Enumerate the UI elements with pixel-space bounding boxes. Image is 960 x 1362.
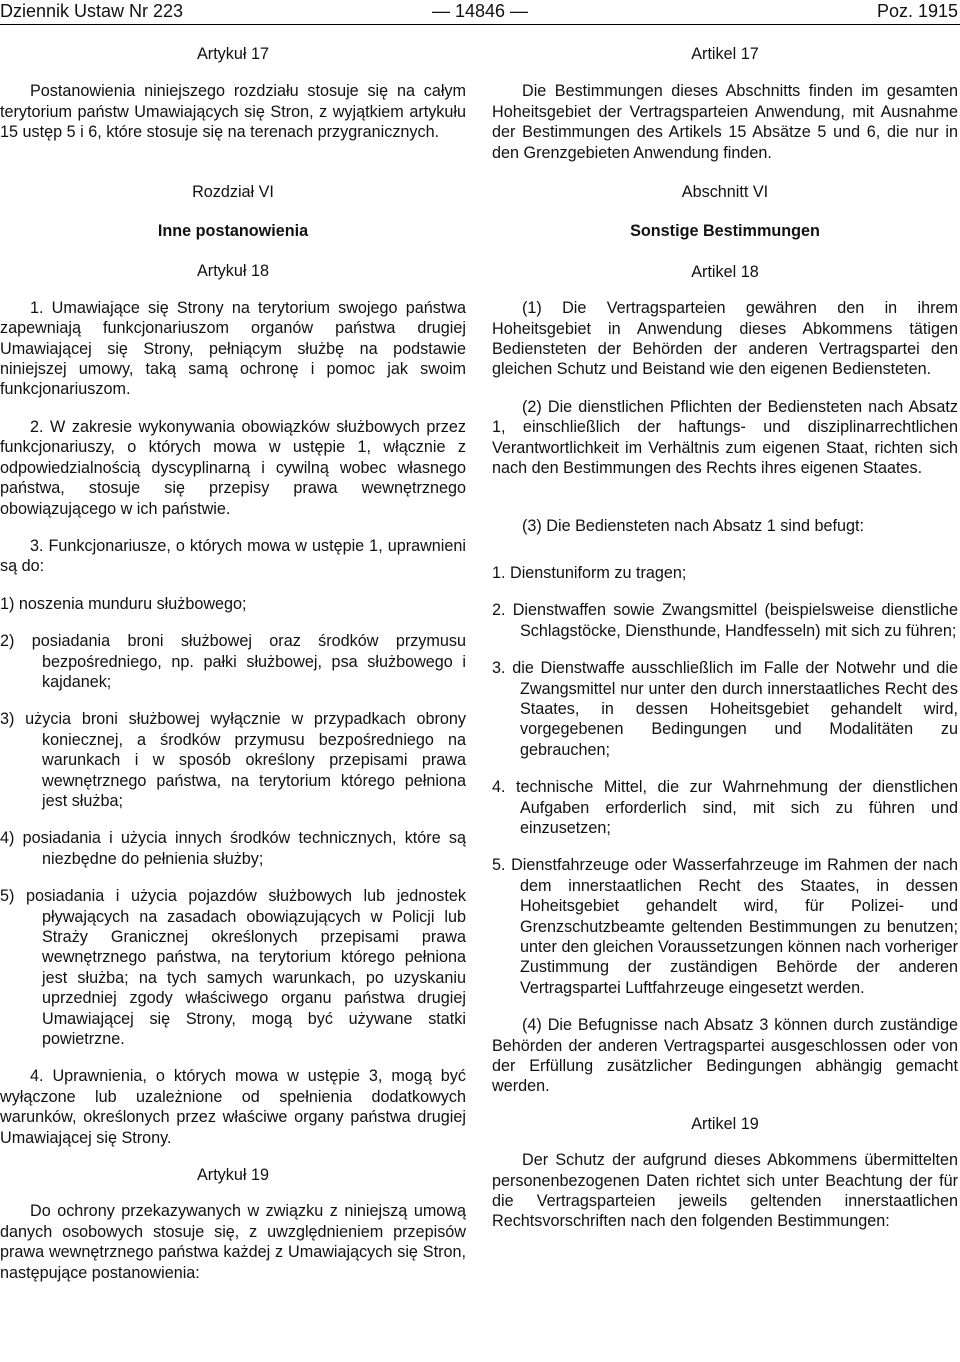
de-art19-text: Der Schutz der aufgrund dieses Abkommens übermittelten personenbezogenen Daten richtet sich unter Beachtung der für die Vertragsparteien jeweils geltenden innerstaatlichen Rechtsvorschriften nach den folgenden Bestimmungen:	[492, 1151, 958, 1231]
de-item-3: 3. die Dienstwaffe ausschließlich im Falle der Notwehr und die Zwangsmittel nur unter den durch innerstaatliches Recht des Staates, in dessen Hoheitsgebiet gehandelt wird, vorgegebenen Bedingungen und Modalitäten zu gebrauchen;	[492, 659, 958, 759]
de-art18-para2: (2) Die dienstlichen Pflichten der Bediensteten nach Absatz 1, einschließlich der haftungs- und disziplinarrechtlichen Verantwortlichkeit im Verhältnis zum eigenen Staat, richten sich nach den Bestimmungen des Rechts ihres eigenen Staates.	[492, 397, 958, 478]
de-art18-title: Artikel 18	[691, 262, 759, 281]
pl-item-2: 2) posiadania broni służbowej oraz środków przymusu bezpośredniego, np. pałki służbowej, psa służbowego i kajdanek;	[0, 632, 466, 691]
pl-art18-para1: 1. Umawiające się Strony na terytorium swojego państwa zapewniają funkcjonariuszom organów państwa drugiej Umawiającej się Strony, pełniącym służbę na podstawie niniejszej umowy, taką samą ochronę i pomoc jak swoim funkcjonariuszom.	[0, 298, 466, 399]
de-item-4: 4. technische Mittel, die zur Wahrnehmung der dienstlichen Aufgaben erforderlich sind, mit sich zu führen und einzusetzen;	[492, 778, 958, 837]
de-chapter-title: Sonstige Bestimmungen	[630, 222, 820, 241]
page-number: — 14846 —	[431, 1, 529, 21]
pl-item-3: 3) użycia broni służbowej wyłącznie w przypadkach obrony koniecznej, a środków przymusu bezpośredniego na warunkach i w sposób określony przepisami prawa wewnętrznego państwa, na terytorium którego pełniona jest służba;	[0, 710, 466, 810]
pl-art17-title: Artykuł 17	[197, 45, 269, 63]
de-art18-para3: (3) Die Bediensteten nach Absatz 1 sind befugt:	[522, 516, 864, 535]
de-item-5: 5. Dienstfahrzeuge oder Wasserfahrzeuge im Rahmen der nach dem innerstaatlichen Recht des Staates, in dessen Hoheitsgebiet gehandelt wird, für Polizei- und Grenzschutzbeamte geltenden Bestimmungen zu benutzen; unter den gleichen Voraussetzungen können nach vorheriger Zustimmung der zuständigen Behörde der anderen Vertragspartei Luftfahrzeuge eingesetzt werden.	[492, 856, 958, 997]
pl-art18-title: Artykuł 18	[197, 262, 269, 281]
pl-chapter-title: Inne postanowienia	[157, 222, 309, 241]
de-chapter-number: Abschnitt VI	[681, 183, 769, 202]
position-number: Poz. 1915	[876, 1, 958, 21]
de-item-2: 2. Dienstwaffen sowie Zwangsmittel (beispielsweise dienstliche Schlagstöcke, Diensthunde, Handfesseln) mit sich zu führen;	[492, 601, 958, 640]
page-header	[0, 0, 960, 26]
pl-art19-title: Artykuł 19	[197, 1166, 269, 1185]
de-art19-title: Artikel 19	[691, 1114, 759, 1133]
pl-art17-text: Postanowienia niniejszego rozdziału stosuje się na całym terytorium państw Umawiających się Stron, z wyjątkiem artykułu 15 ustęp 5 i 6, które stosuje się na terenach przygranicznych.	[0, 82, 466, 142]
pl-chapter-number: Rozdział VI	[192, 182, 274, 201]
journal-title: Dziennik Ustaw Nr 223	[0, 1, 184, 21]
header-rule	[0, 24, 960, 25]
pl-art19-text: Do ochrony przekazywanych w związku z niniejszą umową danych osobowych stosuje się, z uwzględnieniem przepisów prawa wewnętrznego państwa każdej z Umawiających się Stron, następujące postanowienia:	[0, 1202, 466, 1282]
pl-art18-para4: 4. Uprawnienia, o których mowa w ustępie 3, mogą być wyłączone lub uzależnione od spełnienia dodatkowych warunków, określonych przez właściwe organy państwa drugiej Umawiającej się Strony.	[0, 1067, 466, 1147]
pl-item-1: 1) noszenia munduru służbowego;	[0, 594, 247, 613]
pl-art18-para2: 2. W zakresie wykonywania obowiązków służbowych przez funkcjonariuszy, o których mowa w ustępie 1, włącznie z odpowiedzialnością dyscyplinarną i cywilną wobec własnego państwa, stosuje się przepisy prawa wewnętrznego obowiązującego w ich państwie.	[0, 417, 466, 518]
german-column	[492, 42, 958, 1232]
de-art17-title: Artikel 17	[691, 45, 759, 63]
de-art18-para1: (1) Die Vertragsparteien gewähren den in ihrem Hoheitsgebiet in Anwendung dieses Abkommens tätigen Bediensteten der Behörden der anderen Vertragspartei den gleichen Schutz und Beistand wie den eigenen Bediensteten.	[492, 299, 958, 379]
de-art17-text: Die Bestimmungen dieses Abschnitts finden im gesamten Hoheitsgebiet der Vertragsparteien Anwendung, mit Ausnahme der Bestimmungen des Artikels 15 Absätze 5 und 6, die nur in den Grenzgebieten Anwendung finden.	[492, 82, 958, 162]
pl-item-4: 4) posiadania i użycia innych środków technicznych, które są niezbędne do pełnienia służby;	[0, 829, 466, 868]
de-art18-para4: (4) Die Befugnisse nach Absatz 3 können durch zuständige Behörden der anderen Vertragspartei ausgeschlossen oder von der Erfüllung zusätzlicher Bedingungen abhängig gemacht werden.	[492, 1016, 958, 1096]
pl-art18-para3: 3. Funkcjonariusze, o których mowa w ustępie 1, uprawnieni są do:	[0, 536, 466, 576]
polish-column	[0, 42, 466, 1283]
de-item-1: 1. Dienstuniform zu tragen;	[492, 563, 687, 582]
pl-item-5: 5) posiadania i użycia pojazdów służbowych lub jednostek pływających na zasadach obowiązujących w Policji lub Straży Granicznej określonych przepisami prawa wewnętrznego państwa, na terytorium którego pełniona jest służba; na tych samych warunkach, po uzyskaniu uprzedniej zgody właściwego organu państwa drugiej Umawiającej się Strony, mogą być używane statki powietrzne.	[0, 887, 466, 1049]
